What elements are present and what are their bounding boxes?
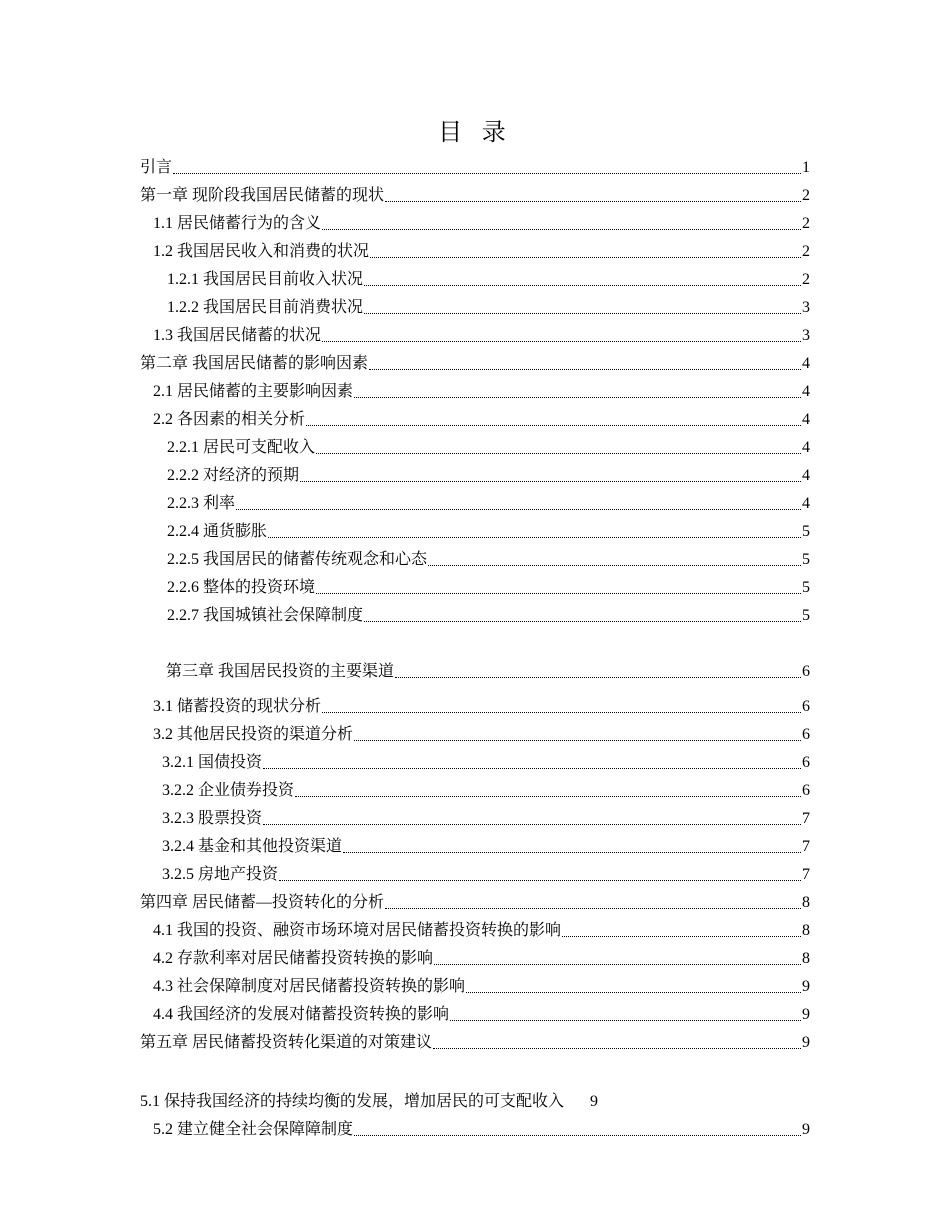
- toc-entry-3-2-2[interactable]: [140, 777, 810, 801]
- dot-leader: [300, 481, 801, 482]
- toc-entry-5-1[interactable]: [140, 1092, 810, 1116]
- dot-leader: [354, 1135, 801, 1136]
- toc-entry-label: 3.1 储蓄投资的现状分析: [153, 698, 322, 715]
- toc-entry-page: 5: [802, 579, 810, 596]
- dot-leader: [364, 285, 801, 286]
- dot-leader: [369, 369, 801, 370]
- toc-entry-label: 2.2.6 整体的投资环境: [167, 579, 316, 596]
- toc-entry-page: 3: [802, 299, 810, 316]
- toc-entry-page: 5: [802, 551, 810, 568]
- dot-leader: [395, 677, 801, 678]
- toc-entry-label: 1.2 我国居民收入和消费的状况: [153, 243, 370, 260]
- toc-entry-label: 3.2.1 国债投资: [162, 754, 263, 771]
- dot-leader: [343, 852, 801, 853]
- toc-entry-4-4[interactable]: [140, 1001, 810, 1025]
- dot-leader: [263, 824, 801, 825]
- dot-leader: [434, 964, 801, 965]
- toc-entry-page: 9: [802, 978, 810, 995]
- dot-leader: [466, 992, 801, 993]
- toc-entry-page: 8: [802, 922, 810, 939]
- toc-entry-label: 2.2.1 居民可支配收入: [167, 439, 316, 456]
- toc-entry-page: 7: [802, 866, 810, 883]
- toc-entry-label: 2.1 居民储蓄的主要影响因素: [153, 383, 354, 400]
- toc-entry-3-2-4[interactable]: [140, 833, 810, 857]
- toc-title: 目 录: [438, 118, 512, 146]
- toc-entry-page: 6: [802, 754, 810, 771]
- dot-leader: [263, 768, 801, 769]
- toc-entry-label: 第五章 居民储蓄投资转化渠道的对策建议: [140, 1034, 433, 1051]
- toc-entry-label: 3.2.3 股票投资: [162, 810, 263, 827]
- toc-entry-label: 5.1 保持我国经济的持续均衡的发展，增加居民的可支配收入: [140, 1093, 565, 1110]
- toc-entry-label: 5.2 建立健全社会保障障制度: [153, 1121, 354, 1138]
- toc-entry-label: 2.2.5 我国居民的储蓄传统观念和心态: [167, 551, 428, 568]
- toc-entry-5-2[interactable]: [140, 1116, 810, 1140]
- toc-entry-label: 2.2.3 利率: [167, 495, 236, 512]
- toc-entry-page: 9: [590, 1093, 599, 1110]
- toc-entry-page: 9: [802, 1034, 810, 1051]
- toc-entry-2-2[interactable]: [140, 406, 810, 430]
- dot-leader: [306, 425, 801, 426]
- dot-leader: [450, 1020, 801, 1021]
- dot-leader: [268, 537, 801, 538]
- toc-entry-label: 引言: [140, 159, 173, 176]
- dot-leader: [236, 509, 801, 510]
- toc-entry-1-2-1[interactable]: [140, 266, 810, 290]
- toc-entry-label: 3.2.2 企业债券投资: [162, 782, 295, 799]
- dot-leader: [364, 621, 801, 622]
- toc-entry-3-2-5[interactable]: [140, 861, 810, 885]
- toc-entry-label: 2.2.4 通货膨胀: [167, 523, 268, 540]
- toc-entry-label: 1.3 我国居民储蓄的状况: [153, 327, 322, 344]
- toc-entry-label: 2.2.2 对经济的预期: [167, 467, 300, 484]
- toc-entry-1-3[interactable]: [140, 322, 810, 346]
- toc-entry-label: 2.2 各因素的相关分析: [153, 411, 306, 428]
- dot-leader: [322, 341, 801, 342]
- toc-entry-page: 2: [802, 187, 810, 204]
- toc-entry-page: 4: [802, 467, 810, 484]
- toc-entry-page: 4: [802, 439, 810, 456]
- toc-entry-page: 9: [802, 1121, 810, 1138]
- toc-entry-3-2-1[interactable]: [140, 749, 810, 773]
- toc-entry-2-2-4[interactable]: [140, 518, 810, 542]
- dot-leader: [316, 453, 801, 454]
- toc-entry-label: 第二章 我国居民储蓄的影响因素: [140, 355, 369, 372]
- toc-entry-page: 9: [802, 1006, 810, 1023]
- toc-entry-page: 2: [802, 271, 810, 288]
- toc-entry-1-2[interactable]: [140, 238, 810, 262]
- toc-entry-page: 4: [802, 495, 810, 512]
- toc-entry-1-2-2[interactable]: [140, 294, 810, 318]
- toc-entry-page: 4: [802, 383, 810, 400]
- toc-entry-chapter-4[interactable]: [140, 889, 810, 913]
- toc-entry-3-2-3[interactable]: [140, 805, 810, 829]
- toc-entry-label: 4.1 我国的投资、融资市场环境对居民储蓄投资转换的影响: [153, 922, 562, 939]
- toc-entry-4-2[interactable]: [140, 945, 810, 969]
- toc-entry-label: 4.4 我国经济的发展对储蓄投资转换的影响: [153, 1006, 450, 1023]
- dot-leader: [316, 593, 801, 594]
- dot-leader: [354, 740, 801, 741]
- toc-entry-page: 2: [802, 215, 810, 232]
- toc-entry-page: 2: [802, 243, 810, 260]
- toc-entry-label: 4.3 社会保障制度对居民储蓄投资转换的影响: [153, 978, 466, 995]
- toc-entry-page: 7: [802, 838, 810, 855]
- dot-leader: [354, 397, 801, 398]
- toc-entry-page: 6: [802, 698, 810, 715]
- toc-entry-page: 5: [802, 523, 810, 540]
- toc-entry-page: 8: [802, 894, 810, 911]
- toc-entry-page: 4: [802, 411, 810, 428]
- dot-leader: [279, 880, 801, 881]
- dot-leader: [295, 796, 801, 797]
- dot-leader: [370, 257, 801, 258]
- toc-entry-label: 2.2.7 我国城镇社会保障制度: [167, 607, 364, 624]
- toc-entry-2-1[interactable]: [140, 378, 810, 402]
- toc-entry-2-2-3[interactable]: [140, 490, 810, 514]
- toc-entry-2-2-1[interactable]: [140, 434, 810, 458]
- toc-entry-label: 第四章 居民储蓄—投资转化的分析: [140, 894, 385, 911]
- dot-leader: [173, 173, 801, 174]
- toc-entry-label: 3.2.5 房地产投资: [162, 866, 279, 883]
- dot-leader: [562, 936, 801, 937]
- toc-entry-page: 5: [802, 607, 810, 624]
- toc-entry-intro[interactable]: [140, 154, 810, 178]
- dot-leader: [322, 712, 801, 713]
- toc-entry-2-2-7[interactable]: [140, 602, 810, 626]
- toc-entry-page: 7: [802, 810, 810, 827]
- toc-entry-chapter-2[interactable]: [140, 350, 810, 374]
- toc-entry-page: 1: [802, 159, 810, 176]
- dot-leader: [433, 1048, 801, 1049]
- toc-entry-4-3[interactable]: [140, 973, 810, 997]
- toc-entry-chapter-5[interactable]: [140, 1029, 810, 1053]
- toc-entry-page: 8: [802, 950, 810, 967]
- toc-entry-label: 3.2.4 基金和其他投资渠道: [162, 838, 343, 855]
- toc-entry-4-1[interactable]: [140, 917, 810, 941]
- toc-entry-page: 3: [802, 327, 810, 344]
- toc-entry-label: 1.2.1 我国居民目前收入状况: [167, 271, 364, 288]
- toc-entry-label: 4.2 存款利率对居民储蓄投资转换的影响: [153, 950, 434, 967]
- toc-entry-2-2-5[interactable]: [140, 546, 810, 570]
- dot-leader: [385, 201, 801, 202]
- dot-leader: [385, 908, 801, 909]
- dot-leader: [322, 229, 801, 230]
- toc-entry-chapter-3[interactable]: [140, 658, 810, 682]
- toc-entry-label: 第一章 现阶段我国居民储蓄的现状: [140, 187, 385, 204]
- dot-leader: [364, 313, 801, 314]
- dot-leader: [428, 565, 801, 566]
- toc-entry-2-2-2[interactable]: [140, 462, 810, 486]
- toc-entry-1-1[interactable]: [140, 210, 810, 234]
- toc-entry-label: 3.2 其他居民投资的渠道分析: [153, 726, 354, 743]
- toc-entry-label: 第三章 我国居民投资的主要渠道: [166, 663, 395, 680]
- toc-entry-3-2[interactable]: [140, 721, 810, 745]
- toc-entry-label: 1.2.2 我国居民目前消费状况: [167, 299, 364, 316]
- toc-entry-label: 1.1 居民储蓄行为的含义: [153, 215, 322, 232]
- toc-entry-3-1[interactable]: [140, 693, 810, 717]
- toc-entry-2-2-6[interactable]: [140, 574, 810, 598]
- toc-entry-page: 4: [802, 355, 810, 372]
- toc-entry-page: 6: [802, 782, 810, 799]
- toc-entry-chapter-1[interactable]: [140, 182, 810, 206]
- toc-entry-page: 6: [802, 726, 810, 743]
- toc-entry-page: 6: [802, 663, 810, 680]
